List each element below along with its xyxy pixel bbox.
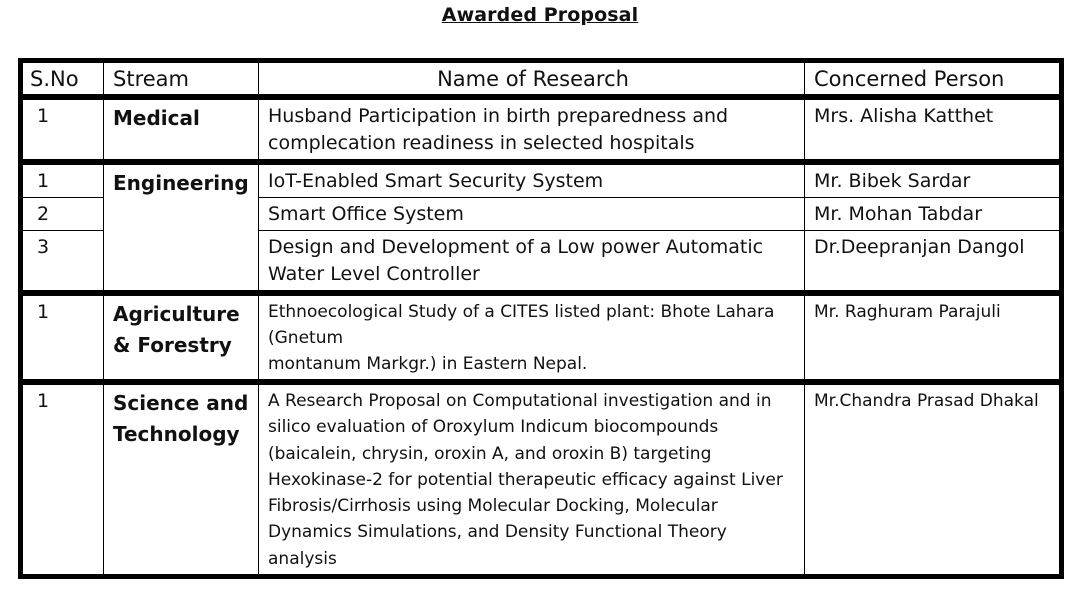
sno-cell: 1 [21, 382, 104, 577]
research-cell [259, 293, 805, 382]
group-engineering [21, 162, 1062, 293]
stream-cell: Agriculture & Forestry [104, 293, 259, 382]
sno-cell: 1 [21, 97, 104, 162]
stream-cell: Engineering [104, 162, 259, 293]
stream-header: Stream [104, 61, 259, 98]
table-row [21, 382, 1062, 577]
person-cell: Mrs. Alisha Katthet [805, 97, 1062, 162]
stream-cell: Science and Technology [104, 382, 259, 577]
stream-cell: Medical [104, 97, 259, 162]
research-cell: Smart Office System [259, 198, 805, 231]
page-title: Awarded Proposal [441, 4, 639, 26]
sno-cell: 3 [21, 231, 104, 294]
research-line: Ethnoecological Study of a CITES listed plant: Bhote Lahara (Gnetum [268, 302, 775, 348]
table-header-row [21, 61, 1062, 98]
person-cell: Mr.Chandra Prasad Dhakal [805, 382, 1062, 577]
group-medical [21, 97, 1062, 162]
sno-header: S.No [21, 61, 104, 98]
awarded-proposal-table [18, 58, 1064, 579]
person-cell: Mr. Bibek Sardar [805, 162, 1062, 198]
table-row [21, 293, 1062, 382]
person-cell: Mr. Raghuram Parajuli [805, 293, 1062, 382]
research-cell: Husband Participation in birth preparedness and complecation readiness in selected hospitals [259, 97, 805, 162]
research-cell: Design and Development of a Low power Automatic Water Level Controller [259, 231, 805, 294]
table-row [21, 162, 1062, 198]
research-cell: A Research Proposal on Computational investigation and in silico evaluation of Oroxylum Indicum biocompounds (baicalein, chrysin, oroxin A, and oroxin B) targeting Hexokinase-2 for potential therapeutic efficacy against Liver Fibrosis/Cirrhosis using Molecular Docking, Molecular Dynamics Simulations, and Density Functional Theory analysis [259, 382, 805, 577]
table-row [21, 97, 1062, 162]
sno-cell: 1 [21, 162, 104, 198]
person-cell: Mr. Mohan Tabdar [805, 198, 1062, 231]
person-cell: Dr.Deepranjan Dangol [805, 231, 1062, 294]
group-agriculture-forestry [21, 293, 1062, 382]
research-header: Name of Research [259, 61, 805, 98]
sno-cell: 1 [21, 293, 104, 382]
group-science-technology [21, 382, 1062, 577]
person-header: Concerned Person [805, 61, 1062, 98]
research-cell: IoT-Enabled Smart Security System [259, 162, 805, 198]
research-line: montanum Markgr.) in Eastern Nepal. [268, 354, 588, 374]
sno-cell: 2 [21, 198, 104, 231]
